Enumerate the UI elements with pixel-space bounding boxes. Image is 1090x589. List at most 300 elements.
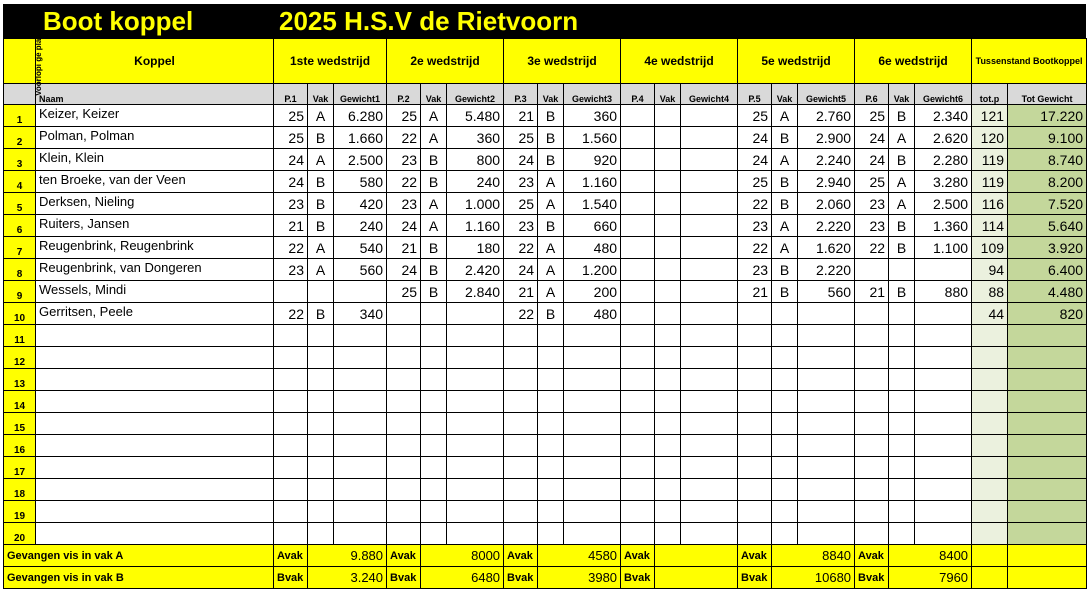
vak-cell[interactable]: A bbox=[538, 259, 564, 281]
total-points-cell[interactable] bbox=[972, 325, 1008, 347]
weight-cell[interactable]: 2.340 bbox=[915, 105, 972, 127]
vak-cell[interactable]: A bbox=[772, 215, 798, 237]
place-cell[interactable] bbox=[621, 193, 655, 215]
place-cell[interactable] bbox=[504, 325, 538, 347]
place-cell[interactable]: 24 bbox=[387, 215, 421, 237]
weight-cell[interactable] bbox=[564, 347, 621, 369]
weight-cell[interactable] bbox=[681, 281, 738, 303]
weight-cell[interactable] bbox=[681, 479, 738, 501]
weight-cell[interactable] bbox=[681, 303, 738, 325]
total-points-cell[interactable] bbox=[972, 347, 1008, 369]
vak-cell[interactable] bbox=[421, 391, 447, 413]
place-cell[interactable]: 25 bbox=[274, 105, 308, 127]
place-cell[interactable] bbox=[855, 457, 889, 479]
vak-cell[interactable] bbox=[655, 523, 681, 545]
name-cell[interactable] bbox=[36, 413, 274, 435]
total-points-cell[interactable] bbox=[972, 523, 1008, 545]
footer-value[interactable]: 7960 bbox=[889, 567, 972, 589]
vak-cell[interactable]: B bbox=[889, 237, 915, 259]
total-weight-cell[interactable]: 9.100 bbox=[1008, 127, 1087, 149]
total-points-cell[interactable]: 119 bbox=[972, 171, 1008, 193]
weight-cell[interactable] bbox=[334, 435, 387, 457]
place-cell[interactable]: 25 bbox=[855, 171, 889, 193]
name-cell[interactable] bbox=[36, 325, 274, 347]
weight-cell[interactable] bbox=[915, 259, 972, 281]
vak-cell[interactable]: B bbox=[421, 149, 447, 171]
place-cell[interactable]: 22 bbox=[387, 171, 421, 193]
weight-cell[interactable] bbox=[681, 325, 738, 347]
vak-cell[interactable]: B bbox=[308, 303, 334, 325]
place-cell[interactable]: 22 bbox=[738, 193, 772, 215]
vak-cell[interactable] bbox=[538, 369, 564, 391]
vak-cell[interactable]: B bbox=[308, 127, 334, 149]
weight-cell[interactable] bbox=[915, 369, 972, 391]
total-weight-cell[interactable]: 8.740 bbox=[1008, 149, 1087, 171]
weight-cell[interactable] bbox=[334, 413, 387, 435]
total-weight-cell[interactable] bbox=[1008, 523, 1087, 545]
vak-cell[interactable] bbox=[421, 523, 447, 545]
vak-cell[interactable] bbox=[655, 435, 681, 457]
weight-cell[interactable] bbox=[334, 457, 387, 479]
vak-cell[interactable]: B bbox=[538, 127, 564, 149]
weight-cell[interactable] bbox=[564, 391, 621, 413]
weight-cell[interactable]: 180 bbox=[447, 237, 504, 259]
place-cell[interactable] bbox=[621, 523, 655, 545]
vak-cell[interactable] bbox=[889, 369, 915, 391]
vak-cell[interactable] bbox=[889, 259, 915, 281]
vak-cell[interactable]: A bbox=[308, 237, 334, 259]
vak-cell[interactable] bbox=[655, 105, 681, 127]
place-cell[interactable]: 23 bbox=[387, 149, 421, 171]
vak-cell[interactable]: B bbox=[308, 215, 334, 237]
place-cell[interactable] bbox=[621, 325, 655, 347]
total-points-cell[interactable]: 109 bbox=[972, 237, 1008, 259]
footer-value[interactable] bbox=[655, 567, 738, 589]
name-cell[interactable] bbox=[36, 391, 274, 413]
vak-cell[interactable] bbox=[655, 237, 681, 259]
place-cell[interactable] bbox=[855, 369, 889, 391]
vak-cell[interactable] bbox=[655, 457, 681, 479]
total-weight-cell[interactable]: 3.920 bbox=[1008, 237, 1087, 259]
place-cell[interactable]: 23 bbox=[504, 215, 538, 237]
weight-cell[interactable]: 480 bbox=[564, 237, 621, 259]
place-cell[interactable]: 25 bbox=[738, 171, 772, 193]
vak-cell[interactable] bbox=[889, 457, 915, 479]
place-cell[interactable]: 23 bbox=[738, 215, 772, 237]
vak-cell[interactable] bbox=[308, 457, 334, 479]
vak-cell[interactable] bbox=[655, 479, 681, 501]
vak-cell[interactable] bbox=[538, 501, 564, 523]
vak-cell[interactable] bbox=[772, 303, 798, 325]
name-cell[interactable]: Polman, Polman bbox=[36, 127, 274, 149]
vak-cell[interactable] bbox=[308, 413, 334, 435]
vak-cell[interactable]: B bbox=[308, 171, 334, 193]
total-points-cell[interactable] bbox=[972, 369, 1008, 391]
weight-cell[interactable] bbox=[564, 457, 621, 479]
total-points-cell[interactable] bbox=[972, 391, 1008, 413]
weight-cell[interactable] bbox=[564, 501, 621, 523]
weight-cell[interactable]: 2.500 bbox=[915, 193, 972, 215]
vak-cell[interactable] bbox=[538, 479, 564, 501]
weight-cell[interactable] bbox=[681, 259, 738, 281]
place-cell[interactable]: 23 bbox=[274, 259, 308, 281]
vak-cell[interactable]: B bbox=[421, 171, 447, 193]
weight-cell[interactable] bbox=[334, 281, 387, 303]
vak-cell[interactable] bbox=[655, 149, 681, 171]
place-cell[interactable] bbox=[621, 215, 655, 237]
place-cell[interactable] bbox=[855, 479, 889, 501]
place-cell[interactable] bbox=[855, 523, 889, 545]
vak-cell[interactable] bbox=[421, 369, 447, 391]
vak-cell[interactable] bbox=[421, 303, 447, 325]
place-cell[interactable] bbox=[738, 303, 772, 325]
vak-cell[interactable]: B bbox=[889, 281, 915, 303]
weight-cell[interactable] bbox=[915, 479, 972, 501]
weight-cell[interactable]: 2.500 bbox=[334, 149, 387, 171]
weight-cell[interactable]: 1.200 bbox=[564, 259, 621, 281]
place-cell[interactable]: 24 bbox=[855, 149, 889, 171]
total-weight-cell[interactable] bbox=[1008, 391, 1087, 413]
vak-cell[interactable] bbox=[538, 325, 564, 347]
weight-cell[interactable] bbox=[798, 523, 855, 545]
weight-cell[interactable] bbox=[447, 457, 504, 479]
total-weight-cell[interactable] bbox=[1008, 479, 1087, 501]
place-cell[interactable]: 24 bbox=[387, 259, 421, 281]
place-cell[interactable] bbox=[387, 347, 421, 369]
vak-cell[interactable] bbox=[655, 281, 681, 303]
weight-cell[interactable] bbox=[447, 523, 504, 545]
total-points-cell[interactable]: 116 bbox=[972, 193, 1008, 215]
place-cell[interactable] bbox=[387, 325, 421, 347]
vak-cell[interactable] bbox=[772, 501, 798, 523]
vak-cell[interactable] bbox=[538, 457, 564, 479]
place-cell[interactable]: 23 bbox=[387, 193, 421, 215]
place-cell[interactable]: 25 bbox=[504, 193, 538, 215]
weight-cell[interactable]: 240 bbox=[334, 215, 387, 237]
weight-cell[interactable] bbox=[798, 325, 855, 347]
place-cell[interactable] bbox=[855, 435, 889, 457]
total-weight-cell[interactable]: 6.400 bbox=[1008, 259, 1087, 281]
footer-value[interactable]: 8000 bbox=[421, 545, 504, 567]
vak-cell[interactable] bbox=[772, 479, 798, 501]
vak-cell[interactable]: B bbox=[772, 193, 798, 215]
total-points-cell[interactable] bbox=[972, 479, 1008, 501]
vak-cell[interactable] bbox=[772, 435, 798, 457]
weight-cell[interactable]: 880 bbox=[915, 281, 972, 303]
weight-cell[interactable] bbox=[915, 347, 972, 369]
weight-cell[interactable] bbox=[915, 325, 972, 347]
place-cell[interactable] bbox=[621, 413, 655, 435]
total-points-cell[interactable] bbox=[972, 435, 1008, 457]
total-weight-cell[interactable] bbox=[1008, 347, 1087, 369]
weight-cell[interactable]: 200 bbox=[564, 281, 621, 303]
total-points-cell[interactable]: 120 bbox=[972, 127, 1008, 149]
weight-cell[interactable]: 920 bbox=[564, 149, 621, 171]
place-cell[interactable] bbox=[387, 413, 421, 435]
vak-cell[interactable] bbox=[772, 325, 798, 347]
weight-cell[interactable]: 1.160 bbox=[564, 171, 621, 193]
place-cell[interactable] bbox=[738, 501, 772, 523]
place-cell[interactable]: 24 bbox=[738, 149, 772, 171]
weight-cell[interactable] bbox=[334, 347, 387, 369]
vak-cell[interactable] bbox=[772, 391, 798, 413]
total-points-cell[interactable] bbox=[972, 413, 1008, 435]
place-cell[interactable] bbox=[855, 347, 889, 369]
weight-cell[interactable] bbox=[915, 523, 972, 545]
weight-cell[interactable] bbox=[564, 479, 621, 501]
place-cell[interactable]: 22 bbox=[274, 237, 308, 259]
weight-cell[interactable] bbox=[447, 391, 504, 413]
vak-cell[interactable]: A bbox=[538, 171, 564, 193]
weight-cell[interactable] bbox=[447, 347, 504, 369]
vak-cell[interactable]: B bbox=[772, 171, 798, 193]
weight-cell[interactable]: 360 bbox=[564, 105, 621, 127]
place-cell[interactable]: 25 bbox=[738, 105, 772, 127]
place-cell[interactable]: 25 bbox=[274, 127, 308, 149]
place-cell[interactable]: 22 bbox=[504, 303, 538, 325]
vak-cell[interactable]: B bbox=[538, 215, 564, 237]
weight-cell[interactable] bbox=[564, 413, 621, 435]
weight-cell[interactable]: 2.220 bbox=[798, 259, 855, 281]
place-cell[interactable] bbox=[621, 105, 655, 127]
vak-cell[interactable]: A bbox=[538, 237, 564, 259]
vak-cell[interactable]: A bbox=[889, 193, 915, 215]
vak-cell[interactable] bbox=[538, 523, 564, 545]
place-cell[interactable] bbox=[387, 303, 421, 325]
place-cell[interactable] bbox=[855, 259, 889, 281]
place-cell[interactable]: 21 bbox=[738, 281, 772, 303]
total-points-cell[interactable]: 88 bbox=[972, 281, 1008, 303]
vak-cell[interactable] bbox=[655, 325, 681, 347]
place-cell[interactable] bbox=[274, 281, 308, 303]
footer-value[interactable]: 8400 bbox=[889, 545, 972, 567]
vak-cell[interactable] bbox=[538, 347, 564, 369]
place-cell[interactable]: 21 bbox=[855, 281, 889, 303]
footer-value[interactable]: 10680 bbox=[772, 567, 855, 589]
place-cell[interactable]: 22 bbox=[387, 127, 421, 149]
weight-cell[interactable] bbox=[564, 325, 621, 347]
footer-value[interactable]: 3980 bbox=[538, 567, 621, 589]
vak-cell[interactable] bbox=[308, 523, 334, 545]
weight-cell[interactable] bbox=[681, 369, 738, 391]
weight-cell[interactable] bbox=[798, 479, 855, 501]
footer-value[interactable]: 8840 bbox=[772, 545, 855, 567]
footer-value[interactable]: 4580 bbox=[538, 545, 621, 567]
weight-cell[interactable] bbox=[681, 105, 738, 127]
total-weight-cell[interactable] bbox=[1008, 457, 1087, 479]
place-cell[interactable] bbox=[387, 523, 421, 545]
weight-cell[interactable]: 2.240 bbox=[798, 149, 855, 171]
place-cell[interactable] bbox=[855, 413, 889, 435]
vak-cell[interactable] bbox=[889, 435, 915, 457]
name-cell[interactable] bbox=[36, 435, 274, 457]
weight-cell[interactable] bbox=[334, 391, 387, 413]
vak-cell[interactable] bbox=[421, 457, 447, 479]
total-weight-cell[interactable] bbox=[1008, 501, 1087, 523]
weight-cell[interactable] bbox=[915, 501, 972, 523]
footer-value[interactable]: 3.240 bbox=[308, 567, 387, 589]
weight-cell[interactable]: 660 bbox=[564, 215, 621, 237]
total-points-cell[interactable]: 114 bbox=[972, 215, 1008, 237]
weight-cell[interactable]: 480 bbox=[564, 303, 621, 325]
place-cell[interactable] bbox=[274, 501, 308, 523]
vak-cell[interactable] bbox=[538, 413, 564, 435]
vak-cell[interactable] bbox=[655, 501, 681, 523]
place-cell[interactable] bbox=[274, 325, 308, 347]
weight-cell[interactable]: 2.940 bbox=[798, 171, 855, 193]
weight-cell[interactable]: 2.760 bbox=[798, 105, 855, 127]
vak-cell[interactable] bbox=[889, 523, 915, 545]
place-cell[interactable]: 23 bbox=[855, 215, 889, 237]
place-cell[interactable]: 25 bbox=[504, 127, 538, 149]
vak-cell[interactable]: A bbox=[772, 149, 798, 171]
weight-cell[interactable] bbox=[681, 237, 738, 259]
place-cell[interactable] bbox=[738, 523, 772, 545]
vak-cell[interactable] bbox=[655, 303, 681, 325]
vak-cell[interactable] bbox=[308, 479, 334, 501]
place-cell[interactable] bbox=[855, 391, 889, 413]
total-points-cell[interactable]: 121 bbox=[972, 105, 1008, 127]
footer-value[interactable] bbox=[655, 545, 738, 567]
weight-cell[interactable] bbox=[681, 391, 738, 413]
place-cell[interactable]: 25 bbox=[387, 105, 421, 127]
vak-cell[interactable] bbox=[308, 281, 334, 303]
weight-cell[interactable] bbox=[447, 325, 504, 347]
total-points-cell[interactable]: 94 bbox=[972, 259, 1008, 281]
weight-cell[interactable] bbox=[915, 391, 972, 413]
weight-cell[interactable] bbox=[681, 215, 738, 237]
vak-cell[interactable]: A bbox=[421, 127, 447, 149]
place-cell[interactable]: 24 bbox=[274, 171, 308, 193]
place-cell[interactable] bbox=[387, 479, 421, 501]
name-cell[interactable] bbox=[36, 501, 274, 523]
place-cell[interactable] bbox=[274, 369, 308, 391]
name-cell[interactable]: Ruiters, Jansen bbox=[36, 215, 274, 237]
vak-cell[interactable]: B bbox=[421, 281, 447, 303]
footer-value[interactable]: 6480 bbox=[421, 567, 504, 589]
vak-cell[interactable]: A bbox=[308, 149, 334, 171]
vak-cell[interactable] bbox=[308, 391, 334, 413]
place-cell[interactable] bbox=[504, 457, 538, 479]
place-cell[interactable] bbox=[738, 369, 772, 391]
weight-cell[interactable] bbox=[681, 171, 738, 193]
place-cell[interactable] bbox=[504, 347, 538, 369]
total-points-cell[interactable] bbox=[972, 457, 1008, 479]
place-cell[interactable]: 23 bbox=[738, 259, 772, 281]
vak-cell[interactable]: A bbox=[772, 105, 798, 127]
place-cell[interactable] bbox=[274, 391, 308, 413]
weight-cell[interactable] bbox=[681, 523, 738, 545]
place-cell[interactable] bbox=[387, 435, 421, 457]
weight-cell[interactable]: 2.420 bbox=[447, 259, 504, 281]
vak-cell[interactable] bbox=[889, 479, 915, 501]
vak-cell[interactable] bbox=[655, 347, 681, 369]
place-cell[interactable] bbox=[621, 149, 655, 171]
vak-cell[interactable] bbox=[889, 413, 915, 435]
place-cell[interactable]: 24 bbox=[504, 149, 538, 171]
place-cell[interactable] bbox=[274, 457, 308, 479]
place-cell[interactable] bbox=[738, 325, 772, 347]
vak-cell[interactable] bbox=[655, 193, 681, 215]
total-weight-cell[interactable] bbox=[1008, 435, 1087, 457]
place-cell[interactable] bbox=[621, 281, 655, 303]
vak-cell[interactable]: A bbox=[772, 237, 798, 259]
vak-cell[interactable] bbox=[655, 413, 681, 435]
place-cell[interactable] bbox=[621, 369, 655, 391]
place-cell[interactable] bbox=[738, 479, 772, 501]
place-cell[interactable] bbox=[738, 391, 772, 413]
weight-cell[interactable]: 420 bbox=[334, 193, 387, 215]
weight-cell[interactable]: 1.000 bbox=[447, 193, 504, 215]
weight-cell[interactable]: 1.160 bbox=[447, 215, 504, 237]
weight-cell[interactable] bbox=[447, 501, 504, 523]
weight-cell[interactable] bbox=[798, 457, 855, 479]
total-weight-cell[interactable]: 8.200 bbox=[1008, 171, 1087, 193]
vak-cell[interactable]: A bbox=[538, 281, 564, 303]
name-cell[interactable] bbox=[36, 523, 274, 545]
place-cell[interactable] bbox=[621, 127, 655, 149]
vak-cell[interactable] bbox=[421, 479, 447, 501]
vak-cell[interactable]: A bbox=[538, 193, 564, 215]
vak-cell[interactable] bbox=[421, 501, 447, 523]
place-cell[interactable] bbox=[738, 457, 772, 479]
weight-cell[interactable] bbox=[681, 149, 738, 171]
vak-cell[interactable]: B bbox=[889, 149, 915, 171]
place-cell[interactable] bbox=[387, 391, 421, 413]
place-cell[interactable]: 25 bbox=[855, 105, 889, 127]
place-cell[interactable] bbox=[621, 457, 655, 479]
weight-cell[interactable]: 2.900 bbox=[798, 127, 855, 149]
weight-cell[interactable] bbox=[915, 303, 972, 325]
name-cell[interactable]: Reugenbrink, van Dongeren bbox=[36, 259, 274, 281]
place-cell[interactable]: 25 bbox=[387, 281, 421, 303]
total-weight-cell[interactable]: 820 bbox=[1008, 303, 1087, 325]
place-cell[interactable] bbox=[274, 435, 308, 457]
vak-cell[interactable] bbox=[889, 347, 915, 369]
name-cell[interactable]: Derksen, Nieling bbox=[36, 193, 274, 215]
weight-cell[interactable] bbox=[681, 193, 738, 215]
place-cell[interactable]: 24 bbox=[738, 127, 772, 149]
vak-cell[interactable] bbox=[655, 259, 681, 281]
place-cell[interactable] bbox=[621, 237, 655, 259]
place-cell[interactable] bbox=[504, 501, 538, 523]
vak-cell[interactable] bbox=[655, 171, 681, 193]
weight-cell[interactable]: 240 bbox=[447, 171, 504, 193]
vak-cell[interactable] bbox=[889, 325, 915, 347]
place-cell[interactable]: 21 bbox=[274, 215, 308, 237]
place-cell[interactable] bbox=[621, 501, 655, 523]
place-cell[interactable]: 24 bbox=[855, 127, 889, 149]
place-cell[interactable] bbox=[504, 479, 538, 501]
weight-cell[interactable] bbox=[681, 127, 738, 149]
weight-cell[interactable] bbox=[681, 457, 738, 479]
vak-cell[interactable] bbox=[655, 369, 681, 391]
total-points-cell[interactable]: 119 bbox=[972, 149, 1008, 171]
place-cell[interactable]: 24 bbox=[274, 149, 308, 171]
place-cell[interactable] bbox=[621, 391, 655, 413]
weight-cell[interactable] bbox=[915, 457, 972, 479]
weight-cell[interactable] bbox=[564, 523, 621, 545]
weight-cell[interactable] bbox=[681, 413, 738, 435]
vak-cell[interactable]: B bbox=[772, 259, 798, 281]
total-weight-cell[interactable]: 5.640 bbox=[1008, 215, 1087, 237]
weight-cell[interactable]: 1.620 bbox=[798, 237, 855, 259]
weight-cell[interactable] bbox=[334, 501, 387, 523]
vak-cell[interactable]: A bbox=[889, 171, 915, 193]
place-cell[interactable]: 21 bbox=[504, 281, 538, 303]
vak-cell[interactable] bbox=[655, 391, 681, 413]
vak-cell[interactable]: B bbox=[538, 303, 564, 325]
